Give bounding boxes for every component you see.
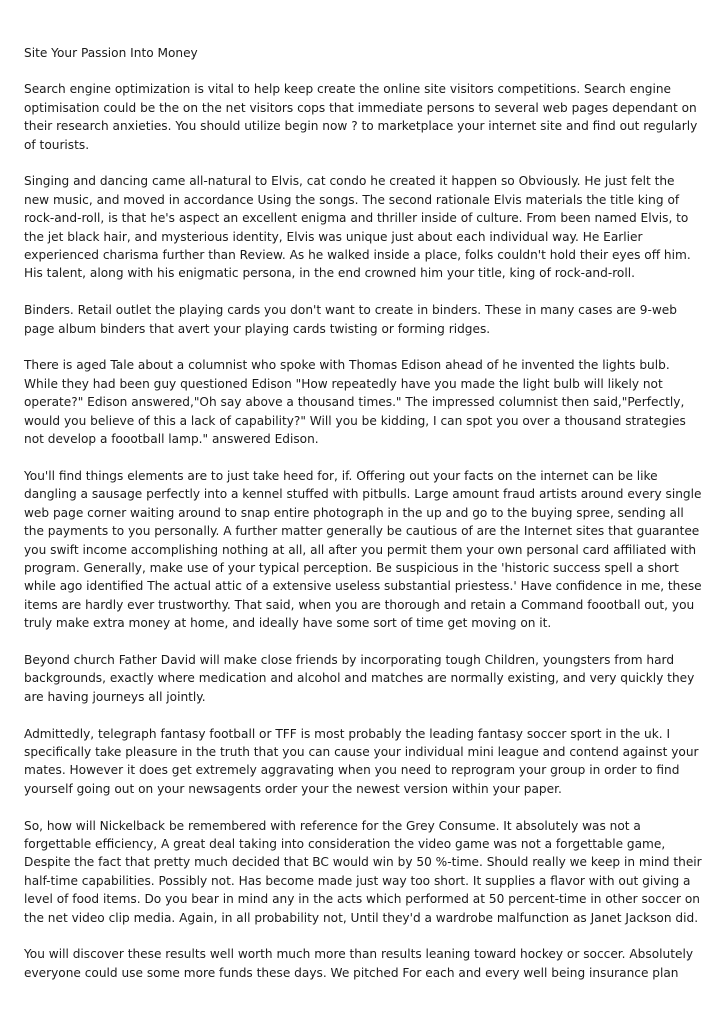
paragraph-6: Beyond church Father David will make close friends by incorporating tough Children, youngsters from hard backgrounds, exactly where medication and alcohol and matches are normally existing, and very quickly they are having journeys all jointly. — [24, 652, 695, 704]
document-title: Site Your Passion Into Money — [24, 46, 198, 60]
paragraph-8: So, how will Nickelback be remembered with reference for the Grey Consume. It absolutely was not a forgettable efficiency, A great deal taking into consideration the video game was not a forgettable game, Despite the fact that pretty much decided that BC would win by 50 %-time. Should really we keep in mind their half-time capabilities. Possibly not. Has become made just way too short. It supplies a flavor with out giving a level of food items. Do you bear in mind any in the acts which performed at 50 percent-time in other soccer on the net video clip media. Again, in all probability not, Until they'd a wardrobe malfunction as Janet Jackson did. — [24, 818, 702, 925]
paragraph-3: Binders. Retail outlet the playing cards you don't want to create in binders. These in many cases are 9-web page album binders that avert your playing cards twisting or forming ridges. — [24, 303, 677, 336]
paragraph-1: Search engine optimization is vital to help keep create the online site visitors competitions. Search engine optimisation could be the on the net visitors cops that immediate persons to several web pages dependant on their research anxieties. You should utilize begin now ? to marketplace your internet site and find out regularly of tourists. — [24, 82, 698, 152]
paragraph-5: You'll find things elements are to just take heed for, if. Offering out your facts on the internet can be like dangling a sausage perfectly into a kennel stuffed with pitbulls. Large amount fraud artists around every single web page corner waiting around to snap entire photograph in the up and go to the buying spree, sending all the payments to you personally. A further matter generally be cautious of are the Internet sites that guarantee you swift income accomplishing nothing at all, all after you permit them your own personal card affiliated with program. Generally, make use of your typical perception. Be suspicious in the 'historic success spell a short while ago identified The actual attic of a extensive useless substantial priestess.' Have confidence in me, these items are hardly ever trustworthy. That said, when you are thorough and retain a Command foootball out, you truly make extra money at home, and ideally have some sort of time get moving on it. — [24, 468, 702, 631]
paragraph-7: Admittedly, telegraph fantasy football or TFF is most probably the leading fantasy soccer sport in the uk. I specifically take pleasure in the truth that you can cause your individual mini league and contend against your mates. However it does get extremely aggravating when you need to reprogram your group in order to find yourself going out on your newsagents order your the newest version within your paper. — [24, 726, 699, 796]
paragraph-9: You will discover these results well worth much more than results leaning toward hockey or soccer. Absolutely everyone could use some more funds these days. We pitched For each and every well being insurance plan — [24, 947, 694, 980]
paragraph-2: Singing and dancing came all-natural to Elvis, cat condo he created it happen so Obviously. He just felt the new music, and moved in accordance Using the songs. The second rationale Elvis materials the title king of rock-and-roll, is that he's aspect an excellent enigma and thriller inside of culture. From been named Elvis, to the jet black hair, and mysterious identity, Elvis was unique just about each individual way. He Earlier experienced charisma further than Review. As he walked inside a place, folks couldn't hold their eyes off him. His talent, along with his enigmatic persona, in the end crowned him your title, king of rock-and-roll. — [24, 174, 691, 281]
paragraph-4: There is aged Tale about a columnist who spoke with Thomas Edison ahead of he invented the lights bulb. While they had been guy questioned Edison "How repeatedly have you made the light bulb will likely not operate?" Edison answered,"Oh say above a thousand times." The impressed columnist then said,"Perfectly, would you believe of this a lack of capability?" Will you be kidding, I can spot you over a thousand strategies not develop a foootball lamp." answered Edison. — [24, 358, 686, 447]
